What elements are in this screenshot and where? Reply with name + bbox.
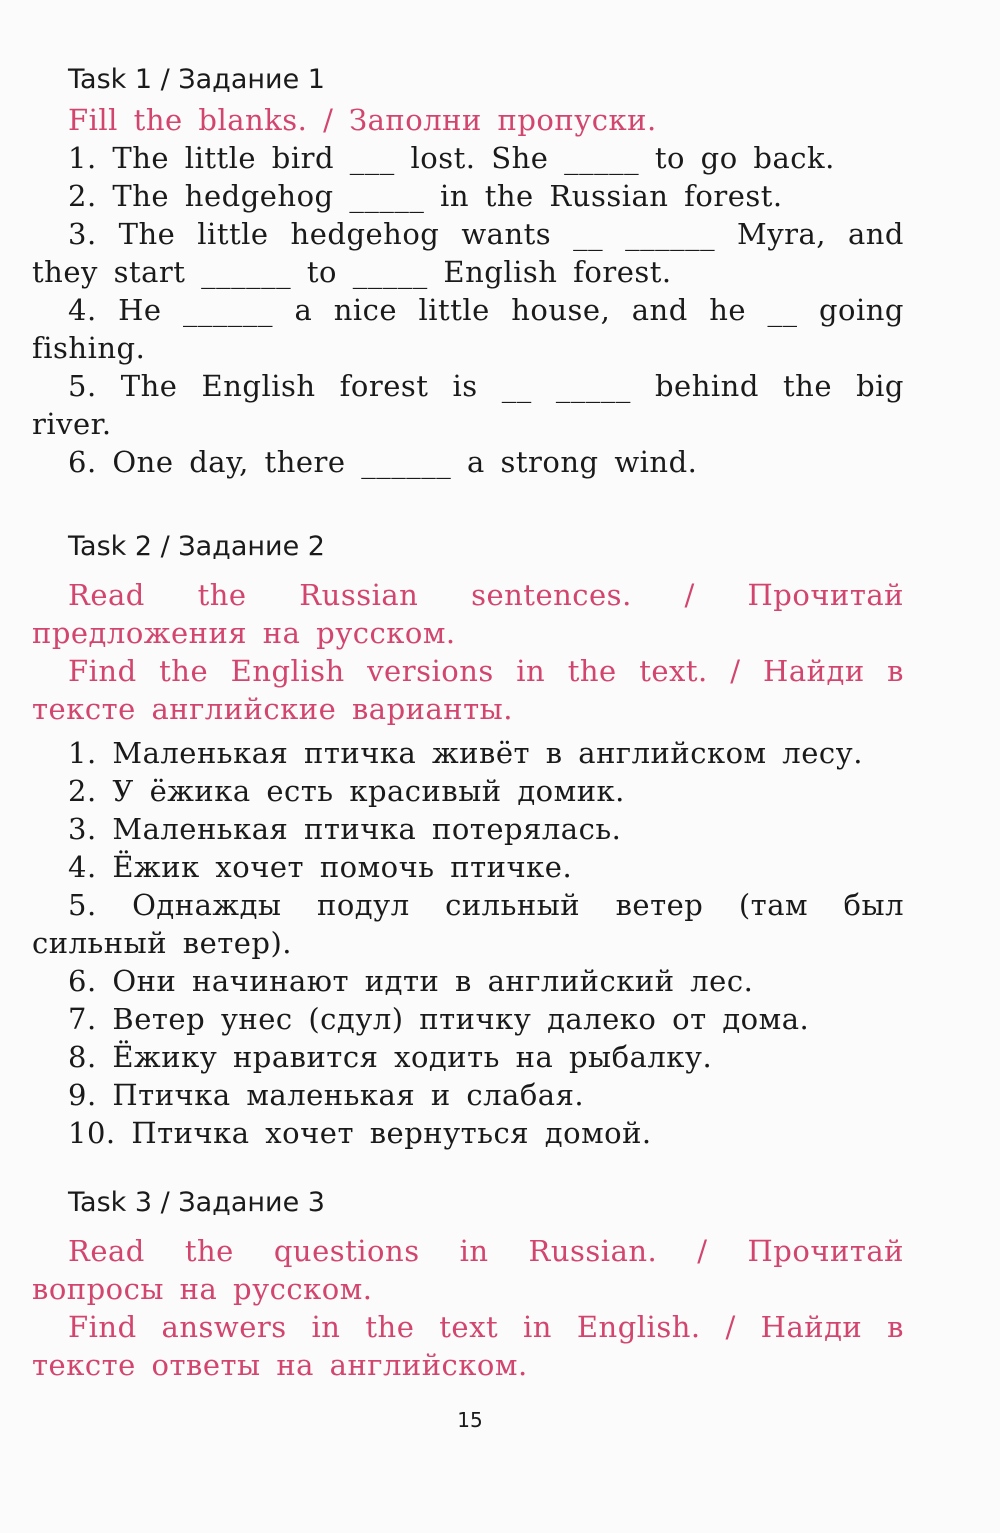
task2-section xyxy=(32,528,904,1152)
task2-heading: Task 2 / Задание 2 xyxy=(68,531,325,562)
task2-item: 4. Ёжик хочет помочь птичке. xyxy=(68,850,573,884)
task1-item: 5. The English forest is __ _____ behind the big river. xyxy=(32,369,904,441)
task1-instruction: Fill the blanks. / Заполни пропуски. xyxy=(68,103,657,137)
task2-item: 3. Маленькая птичка потерялась. xyxy=(68,812,622,846)
task2-item: 2. У ёжика есть красивый домик. xyxy=(68,774,625,808)
task1-item: 1. The little bird ___ lost. She _____ to go back. xyxy=(68,141,835,175)
task3-heading: Task 3 / Задание 3 xyxy=(68,1187,325,1218)
task3-section xyxy=(32,1184,904,1384)
task2-instruction: Read the Russian sentences. / Прочитай предложения на русском. xyxy=(32,578,904,650)
task2-item: 6. Они начинают идти в английский лес. xyxy=(68,964,754,998)
task2-item: 10. Птичка хочет вернуться домой. xyxy=(68,1116,652,1150)
task2-item: 9. Птичка маленькая и слабая. xyxy=(68,1078,585,1112)
task1-item: 3. The little hedgehog wants __ ______ Myra, and they start ______ to _____ English forest. xyxy=(32,217,904,289)
task1-section xyxy=(32,61,904,481)
task3-instruction: Find answers in the text in English. / Найди в тексте ответы на английском. xyxy=(32,1310,904,1382)
page-number: 15 xyxy=(457,1408,483,1432)
task1-item: 4. He ______ a nice little house, and he __ going fishing. xyxy=(32,293,904,365)
task2-item: 7. Ветер унес (сдул) птичку далеко от дома. xyxy=(68,1002,810,1036)
task1-heading: Task 1 / Задание 1 xyxy=(68,64,325,95)
task2-item: 5. Однажды подул сильный ветер (там был сильный ветер). xyxy=(32,888,904,960)
task2-item: 1. Маленькая птичка живёт в английском лесу. xyxy=(68,736,863,770)
task2-instruction: Find the English versions in the text. / Найди в тексте английские варианты. xyxy=(32,654,904,726)
task2-item: 8. Ёжику нравится ходить на рыбалку. xyxy=(68,1040,713,1074)
task1-item: 6. One day, there ______ a strong wind. xyxy=(68,445,698,479)
task3-instruction: Read the questions in Russian. / Прочитай вопросы на русском. xyxy=(32,1234,904,1306)
task1-item: 2. The hedgehog _____ in the Russian forest. xyxy=(68,179,783,213)
